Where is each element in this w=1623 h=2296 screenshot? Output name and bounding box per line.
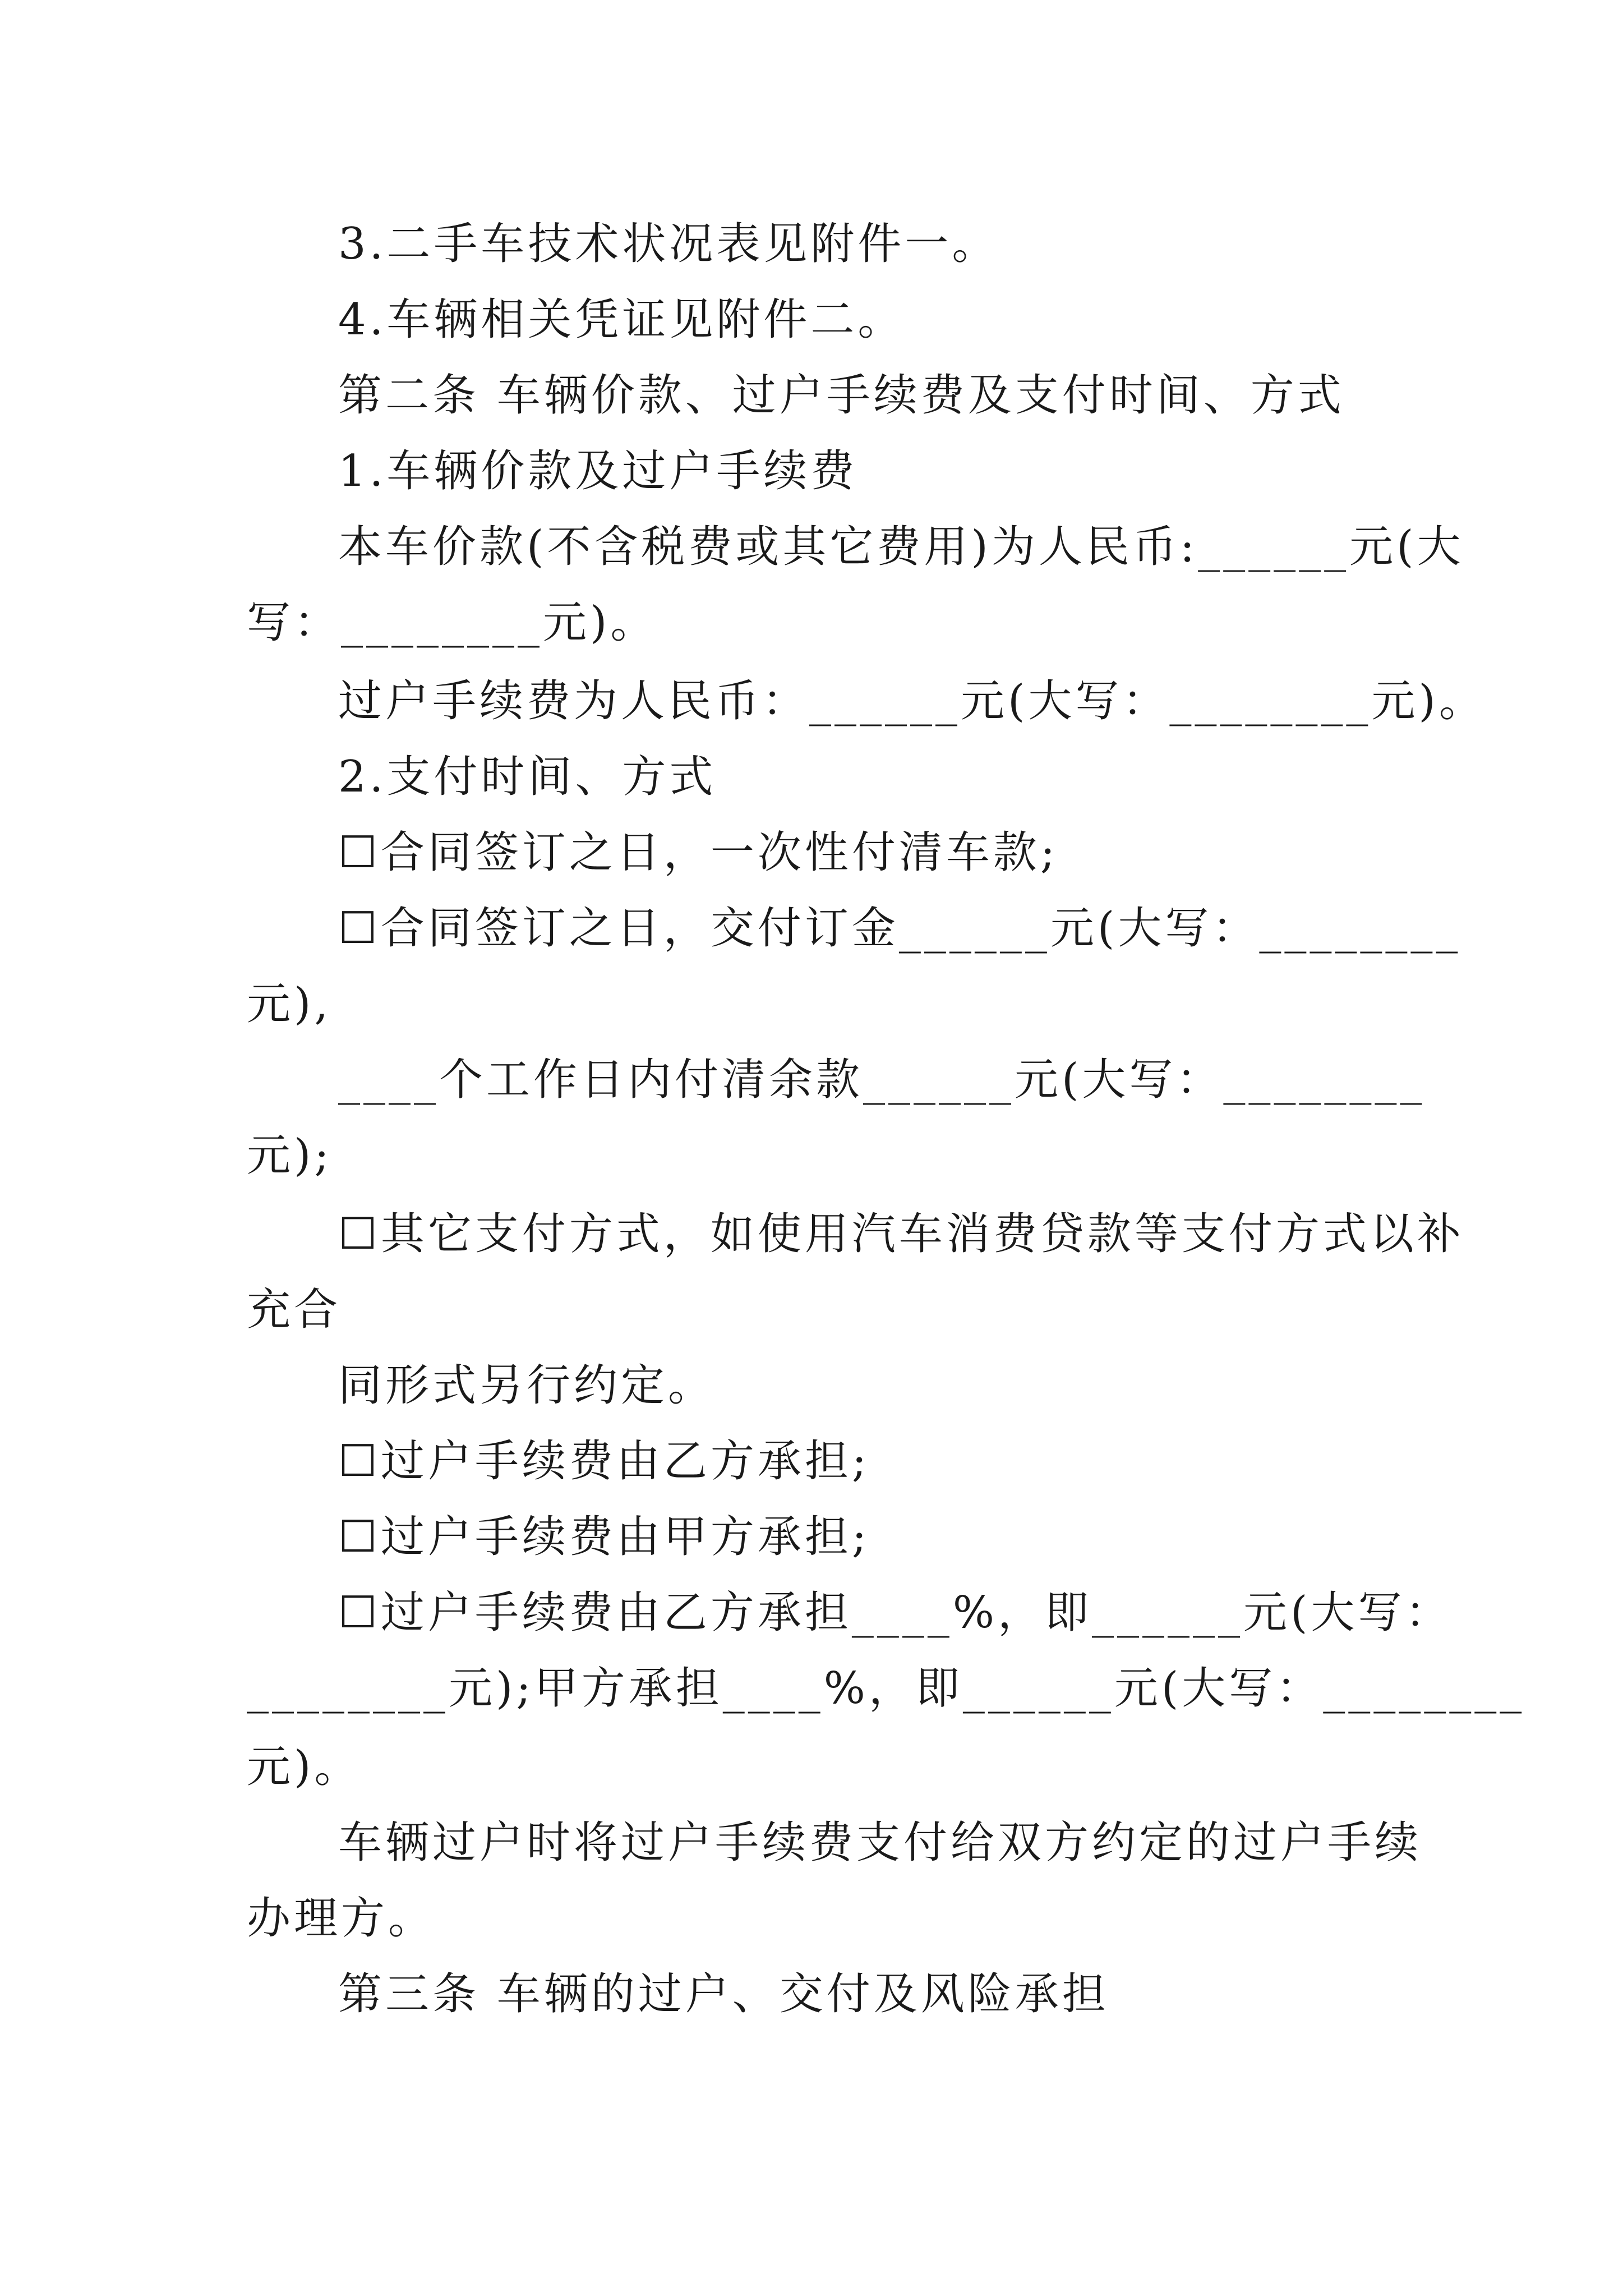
doc-line-16: 同形式另行约定。 [338,1360,716,1411]
doc-line-21: 元)。 [247,1742,362,1792]
doc-line-1: 3.二手车技术状况表见附件一。 [338,219,999,269]
doc-line-7: 过户手续费为人民币：______元(大写：________元)。 [338,676,1486,726]
doc-line-17: ☐过户手续费由乙方承担; [338,1436,870,1487]
doc-line-24: 第三条 车辆的过户、交付及风险承担 [338,1969,1109,2019]
doc-line-6: 写：________元)。 [247,597,658,648]
doc-line-13: 元); [247,1130,333,1181]
doc-line-14: ☐其它支付方式，如使用汽车消费贷款等支付方式以补 [338,1209,1464,1259]
doc-line-20: ________元);甲方承担____%，即______元(大写：________ [247,1663,1525,1714]
doc-line-12: ____个工作日内付清余款______元(大写：________ [338,1055,1426,1105]
doc-line-3: 第二条 车辆价款、过户手续费及支付时间、方式 [338,370,1345,421]
doc-line-9: ☐合同签订之日，一次性付清车款; [338,827,1059,878]
doc-line-8: 2.支付时间、方式 [338,752,717,802]
doc-line-19: ☐过户手续费由乙方承担____%，即______元(大写： [338,1588,1453,1638]
doc-line-22: 车辆过户时将过户手续费支付给双方约定的过户手续 [338,1818,1422,1868]
doc-line-18: ☐过户手续费由甲方承担; [338,1512,870,1562]
doc-line-23: 办理方。 [247,1893,436,1944]
doc-line-10: ☐合同签订之日，交付订金______元(大写：________ [338,903,1461,954]
doc-line-5: 本车价款(不含税费或其它费用)为人民币:______元(大 [338,522,1464,572]
doc-line-4: 1.车辆价款及过户手续费 [338,446,858,496]
doc-line-11: 元), [247,979,332,1029]
doc-line-15: 充合 [247,1285,342,1335]
doc-line-2: 4.车辆相关凭证见附件二。 [338,295,905,345]
